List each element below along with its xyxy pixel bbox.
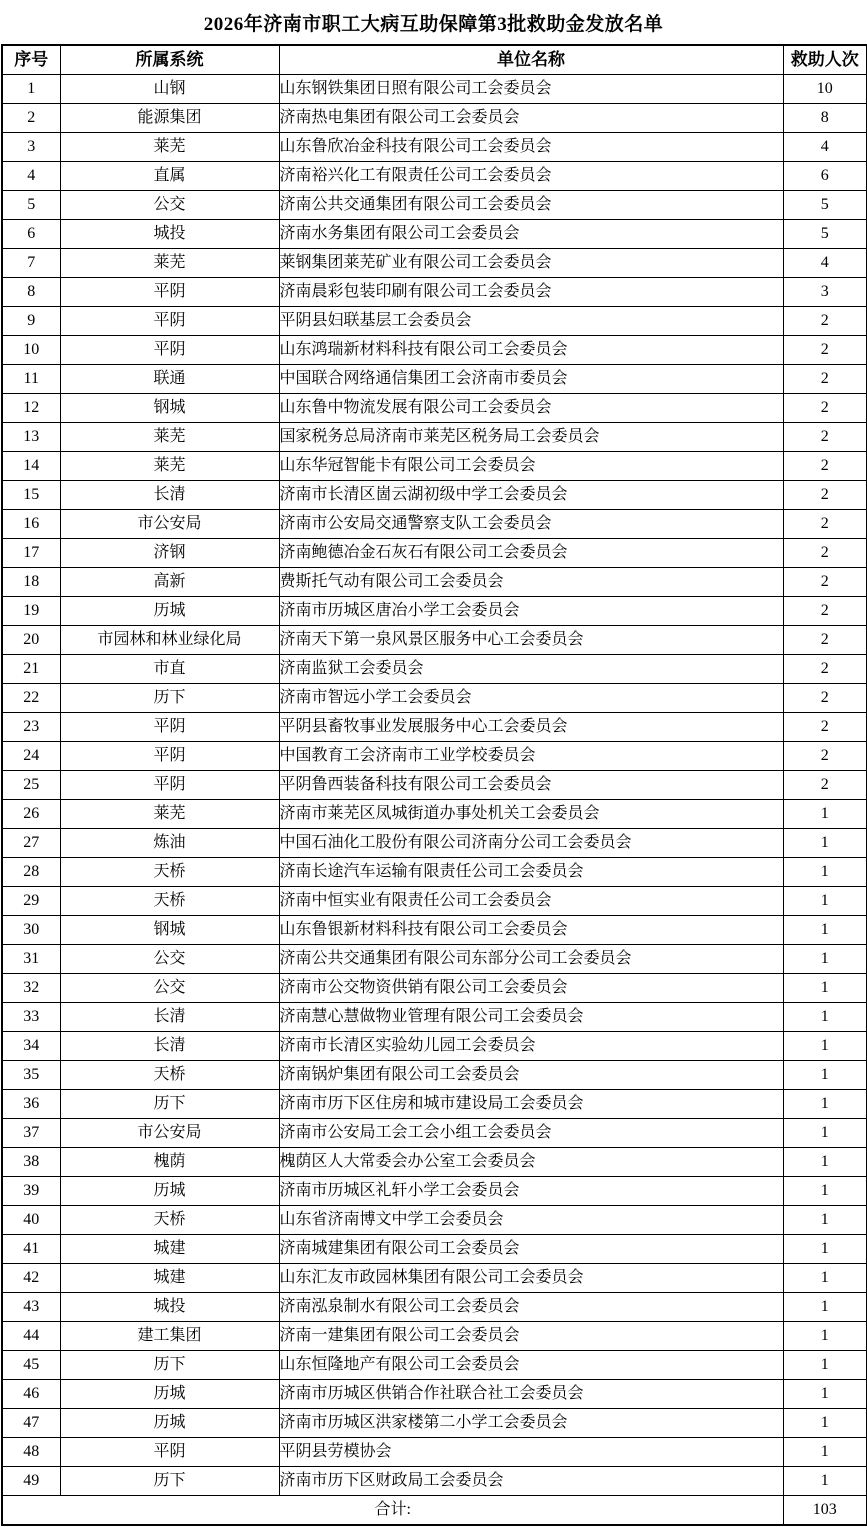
row-unit-name: 济南长途汽车运输有限责任公司工会委员会 (279, 858, 783, 887)
row-unit-name: 济南泓泉制水有限公司工会委员会 (279, 1293, 783, 1322)
row-aid-count: 2 (783, 307, 867, 336)
table-row (2, 481, 867, 510)
row-system: 公交 (60, 191, 279, 220)
row-index: 49 (2, 1467, 60, 1496)
row-unit-name: 山东鲁中物流发展有限公司工会委员会 (279, 394, 783, 423)
row-system: 平阴 (60, 278, 279, 307)
row-unit-name: 济南水务集团有限公司工会委员会 (279, 220, 783, 249)
row-index: 32 (2, 974, 60, 1003)
row-aid-count: 5 (783, 191, 867, 220)
row-system: 历下 (60, 1351, 279, 1380)
row-aid-count: 2 (783, 336, 867, 365)
row-system: 联通 (60, 365, 279, 394)
header-row (2, 45, 867, 75)
row-aid-count: 3 (783, 278, 867, 307)
row-system: 市公安局 (60, 510, 279, 539)
row-index: 24 (2, 742, 60, 771)
row-unit-name: 济南公共交通集团有限公司东部分公司工会委员会 (279, 945, 783, 974)
table-row (2, 365, 867, 394)
row-unit-name: 济南市公安局工会工会小组工会委员会 (279, 1119, 783, 1148)
row-unit-name: 山东恒隆地产有限公司工会委员会 (279, 1351, 783, 1380)
aid-distribution-table (1, 44, 867, 1526)
row-aid-count: 1 (783, 1003, 867, 1032)
row-index: 15 (2, 481, 60, 510)
row-index: 14 (2, 452, 60, 481)
row-unit-name: 济南市莱芜区凤城街道办事处机关工会委员会 (279, 800, 783, 829)
row-system: 历城 (60, 1380, 279, 1409)
row-system: 平阴 (60, 742, 279, 771)
table-row (2, 394, 867, 423)
row-index: 31 (2, 945, 60, 974)
row-index: 20 (2, 626, 60, 655)
row-unit-name: 中国联合网络通信集团工会济南市委员会 (279, 365, 783, 394)
row-aid-count: 1 (783, 858, 867, 887)
row-aid-count: 10 (783, 75, 867, 104)
row-unit-name: 平阴县畜牧事业发展服务中心工会委员会 (279, 713, 783, 742)
table-row (2, 220, 867, 249)
row-index: 41 (2, 1235, 60, 1264)
row-system: 天桥 (60, 858, 279, 887)
row-index: 10 (2, 336, 60, 365)
table-row (2, 1409, 867, 1438)
table-row (2, 510, 867, 539)
row-unit-name: 济南晨彩包装印刷有限公司工会委员会 (279, 278, 783, 307)
row-index: 19 (2, 597, 60, 626)
row-index: 11 (2, 365, 60, 394)
row-aid-count: 1 (783, 1061, 867, 1090)
table-row (2, 133, 867, 162)
row-index: 34 (2, 1032, 60, 1061)
row-unit-name: 费斯托气动有限公司工会委员会 (279, 568, 783, 597)
table-row (2, 1148, 867, 1177)
column-header-unit-name: 单位名称 (279, 45, 783, 75)
row-system: 市公安局 (60, 1119, 279, 1148)
row-index: 1 (2, 75, 60, 104)
row-unit-name: 济南公共交通集团有限公司工会委员会 (279, 191, 783, 220)
row-aid-count: 2 (783, 626, 867, 655)
column-header-system: 所属系统 (60, 45, 279, 75)
row-system: 天桥 (60, 887, 279, 916)
row-aid-count: 1 (783, 1409, 867, 1438)
row-unit-name: 山东鲁银新材料科技有限公司工会委员会 (279, 916, 783, 945)
row-unit-name: 济南市历城区唐冶小学工会委员会 (279, 597, 783, 626)
table-row (2, 307, 867, 336)
row-index: 38 (2, 1148, 60, 1177)
row-index: 42 (2, 1264, 60, 1293)
table-row (2, 278, 867, 307)
table-row (2, 771, 867, 800)
row-system: 莱芜 (60, 423, 279, 452)
row-unit-name: 山东鲁欣冶金科技有限公司工会委员会 (279, 133, 783, 162)
row-aid-count: 1 (783, 1322, 867, 1351)
row-aid-count: 5 (783, 220, 867, 249)
table-row (2, 1235, 867, 1264)
row-aid-count: 2 (783, 771, 867, 800)
row-aid-count: 1 (783, 800, 867, 829)
row-index: 28 (2, 858, 60, 887)
row-index: 46 (2, 1380, 60, 1409)
row-index: 18 (2, 568, 60, 597)
row-system: 莱芜 (60, 249, 279, 278)
table-row (2, 1467, 867, 1496)
table-row (2, 568, 867, 597)
row-index: 27 (2, 829, 60, 858)
row-system: 钢城 (60, 916, 279, 945)
row-system: 平阴 (60, 336, 279, 365)
row-unit-name: 国家税务总局济南市莱芜区税务局工会委员会 (279, 423, 783, 452)
row-unit-name: 中国石油化工股份有限公司济南分公司工会委员会 (279, 829, 783, 858)
table-row (2, 800, 867, 829)
row-system: 公交 (60, 974, 279, 1003)
row-system: 城建 (60, 1264, 279, 1293)
row-unit-name: 济南锅炉集团有限公司工会委员会 (279, 1061, 783, 1090)
row-unit-name: 济南一建集团有限公司工会委员会 (279, 1322, 783, 1351)
row-aid-count: 2 (783, 394, 867, 423)
row-system: 市园林和林业绿化局 (60, 626, 279, 655)
total-row (2, 1496, 867, 1526)
row-unit-name: 济南慧心慧做物业管理有限公司工会委员会 (279, 1003, 783, 1032)
row-system: 长清 (60, 481, 279, 510)
table-row (2, 1293, 867, 1322)
row-system: 莱芜 (60, 452, 279, 481)
row-unit-name: 山东省济南博文中学工会委员会 (279, 1206, 783, 1235)
table-row (2, 829, 867, 858)
table-row (2, 916, 867, 945)
table-row (2, 974, 867, 1003)
row-aid-count: 2 (783, 713, 867, 742)
row-system: 城建 (60, 1235, 279, 1264)
table-row (2, 75, 867, 104)
row-index: 29 (2, 887, 60, 916)
row-index: 40 (2, 1206, 60, 1235)
row-aid-count: 8 (783, 104, 867, 133)
row-system: 历下 (60, 1090, 279, 1119)
table-row (2, 452, 867, 481)
table-row (2, 1351, 867, 1380)
row-aid-count: 2 (783, 539, 867, 568)
row-index: 3 (2, 133, 60, 162)
row-system: 直属 (60, 162, 279, 191)
row-unit-name: 山东华冠智能卡有限公司工会委员会 (279, 452, 783, 481)
table-header (2, 45, 867, 75)
row-system: 能源集团 (60, 104, 279, 133)
row-unit-name: 济南市历下区住房和城市建设局工会委员会 (279, 1090, 783, 1119)
row-index: 2 (2, 104, 60, 133)
row-index: 47 (2, 1409, 60, 1438)
row-system: 市直 (60, 655, 279, 684)
row-system: 历城 (60, 1409, 279, 1438)
row-index: 21 (2, 655, 60, 684)
row-index: 33 (2, 1003, 60, 1032)
row-system: 城投 (60, 220, 279, 249)
row-index: 43 (2, 1293, 60, 1322)
table-row (2, 684, 867, 713)
row-index: 30 (2, 916, 60, 945)
row-unit-name: 槐荫区人大常委会办公室工会委员会 (279, 1148, 783, 1177)
row-system: 长清 (60, 1032, 279, 1061)
row-system: 平阴 (60, 713, 279, 742)
row-unit-name: 济南市公安局交通警察支队工会委员会 (279, 510, 783, 539)
row-unit-name: 山东汇友市政园林集团有限公司工会委员会 (279, 1264, 783, 1293)
row-unit-name: 济南鲍德冶金石灰石有限公司工会委员会 (279, 539, 783, 568)
row-aid-count: 1 (783, 1293, 867, 1322)
table-row (2, 1322, 867, 1351)
row-aid-count: 1 (783, 1090, 867, 1119)
row-unit-name: 济南热电集团有限公司工会委员会 (279, 104, 783, 133)
row-system: 历城 (60, 597, 279, 626)
row-system: 历城 (60, 1177, 279, 1206)
row-aid-count: 1 (783, 1264, 867, 1293)
row-aid-count: 1 (783, 887, 867, 916)
row-aid-count: 2 (783, 365, 867, 394)
table-row (2, 423, 867, 452)
table-row (2, 162, 867, 191)
row-aid-count: 1 (783, 1206, 867, 1235)
row-aid-count: 2 (783, 655, 867, 684)
row-index: 39 (2, 1177, 60, 1206)
table-row (2, 742, 867, 771)
row-unit-name: 济南监狱工会委员会 (279, 655, 783, 684)
column-header-index: 序号 (2, 45, 60, 75)
table-row (2, 336, 867, 365)
row-index: 23 (2, 713, 60, 742)
row-aid-count: 2 (783, 742, 867, 771)
table-row (2, 626, 867, 655)
row-unit-name: 山东钢铁集团日照有限公司工会委员会 (279, 75, 783, 104)
row-system: 城投 (60, 1293, 279, 1322)
row-index: 9 (2, 307, 60, 336)
row-index: 8 (2, 278, 60, 307)
table-row (2, 713, 867, 742)
row-index: 37 (2, 1119, 60, 1148)
row-aid-count: 1 (783, 1032, 867, 1061)
row-aid-count: 2 (783, 597, 867, 626)
row-index: 6 (2, 220, 60, 249)
row-unit-name: 平阴县劳模协会 (279, 1438, 783, 1467)
row-index: 16 (2, 510, 60, 539)
table-row (2, 1090, 867, 1119)
table-row (2, 1177, 867, 1206)
row-unit-name: 济南市历城区洪家楼第二小学工会委员会 (279, 1409, 783, 1438)
row-aid-count: 1 (783, 1380, 867, 1409)
row-aid-count: 2 (783, 452, 867, 481)
table-row (2, 597, 867, 626)
row-unit-name: 平阴县妇联基层工会委员会 (279, 307, 783, 336)
row-aid-count: 4 (783, 249, 867, 278)
row-aid-count: 1 (783, 916, 867, 945)
row-system: 公交 (60, 945, 279, 974)
row-unit-name: 平阴鲁西装备科技有限公司工会委员会 (279, 771, 783, 800)
row-aid-count: 1 (783, 974, 867, 1003)
row-index: 12 (2, 394, 60, 423)
row-unit-name: 中国教育工会济南市工业学校委员会 (279, 742, 783, 771)
row-system: 平阴 (60, 771, 279, 800)
row-unit-name: 山东鸿瑞新材料科技有限公司工会委员会 (279, 336, 783, 365)
column-header-aid-count: 救助人次 (783, 45, 867, 75)
row-unit-name: 济南裕兴化工有限责任公司工会委员会 (279, 162, 783, 191)
row-system: 高新 (60, 568, 279, 597)
row-unit-name: 济南天下第一泉风景区服务中心工会委员会 (279, 626, 783, 655)
row-unit-name: 济南市历下区财政局工会委员会 (279, 1467, 783, 1496)
row-aid-count: 2 (783, 423, 867, 452)
row-system: 山钢 (60, 75, 279, 104)
page-title: 2026年济南市职工大病互助保障第3批救助金发放名单 (203, 13, 664, 35)
row-index: 26 (2, 800, 60, 829)
row-aid-count: 2 (783, 684, 867, 713)
row-aid-count: 4 (783, 133, 867, 162)
table-footer (2, 1496, 867, 1526)
row-index: 22 (2, 684, 60, 713)
row-index: 45 (2, 1351, 60, 1380)
row-aid-count: 2 (783, 568, 867, 597)
row-index: 35 (2, 1061, 60, 1090)
table-row (2, 858, 867, 887)
row-unit-name: 济南市长清区实验幼儿园工会委员会 (279, 1032, 783, 1061)
table-row (2, 1061, 867, 1090)
total-value: 103 (783, 1496, 867, 1526)
row-index: 7 (2, 249, 60, 278)
row-index: 5 (2, 191, 60, 220)
table-row (2, 1119, 867, 1148)
row-aid-count: 2 (783, 481, 867, 510)
table-row (2, 1380, 867, 1409)
row-system: 槐荫 (60, 1148, 279, 1177)
row-unit-name: 济南市公交物资供销有限公司工会委员会 (279, 974, 783, 1003)
row-aid-count: 1 (783, 1438, 867, 1467)
table-row (2, 191, 867, 220)
row-system: 平阴 (60, 1438, 279, 1467)
table-row (2, 945, 867, 974)
row-aid-count: 1 (783, 945, 867, 974)
table-row (2, 249, 867, 278)
table-row (2, 539, 867, 568)
row-index: 44 (2, 1322, 60, 1351)
row-system: 建工集团 (60, 1322, 279, 1351)
row-unit-name: 济南市历城区礼轩小学工会委员会 (279, 1177, 783, 1206)
row-system: 莱芜 (60, 133, 279, 162)
row-index: 13 (2, 423, 60, 452)
row-unit-name: 济南城建集团有限公司工会委员会 (279, 1235, 783, 1264)
row-system: 炼油 (60, 829, 279, 858)
row-aid-count: 1 (783, 1177, 867, 1206)
row-aid-count: 1 (783, 829, 867, 858)
row-aid-count: 1 (783, 1351, 867, 1380)
row-unit-name: 济南市长清区崮云湖初级中学工会委员会 (279, 481, 783, 510)
row-aid-count: 1 (783, 1148, 867, 1177)
table-row (2, 655, 867, 684)
row-system: 钢城 (60, 394, 279, 423)
row-aid-count: 1 (783, 1467, 867, 1496)
row-aid-count: 2 (783, 510, 867, 539)
row-system: 天桥 (60, 1206, 279, 1235)
table-body (2, 75, 867, 1496)
table-row (2, 887, 867, 916)
row-index: 36 (2, 1090, 60, 1119)
row-system: 平阴 (60, 307, 279, 336)
row-system: 历下 (60, 1467, 279, 1496)
table-row (2, 1438, 867, 1467)
total-label: 合计: (2, 1496, 783, 1526)
row-system: 天桥 (60, 1061, 279, 1090)
row-index: 17 (2, 539, 60, 568)
row-unit-name: 莱钢集团莱芜矿业有限公司工会委员会 (279, 249, 783, 278)
row-aid-count: 1 (783, 1119, 867, 1148)
row-index: 25 (2, 771, 60, 800)
row-aid-count: 6 (783, 162, 867, 191)
row-system: 济钢 (60, 539, 279, 568)
table-row (2, 1206, 867, 1235)
row-system: 历下 (60, 684, 279, 713)
row-index: 4 (2, 162, 60, 191)
table-row (2, 1264, 867, 1293)
row-aid-count: 1 (783, 1235, 867, 1264)
row-index: 48 (2, 1438, 60, 1467)
table-row (2, 1003, 867, 1032)
row-unit-name: 济南中恒实业有限责任公司工会委员会 (279, 887, 783, 916)
table-row (2, 1032, 867, 1061)
table-row (2, 104, 867, 133)
row-system: 长清 (60, 1003, 279, 1032)
row-unit-name: 济南市历城区供销合作社联合社工会委员会 (279, 1380, 783, 1409)
row-system: 莱芜 (60, 800, 279, 829)
row-unit-name: 济南市智远小学工会委员会 (279, 684, 783, 713)
